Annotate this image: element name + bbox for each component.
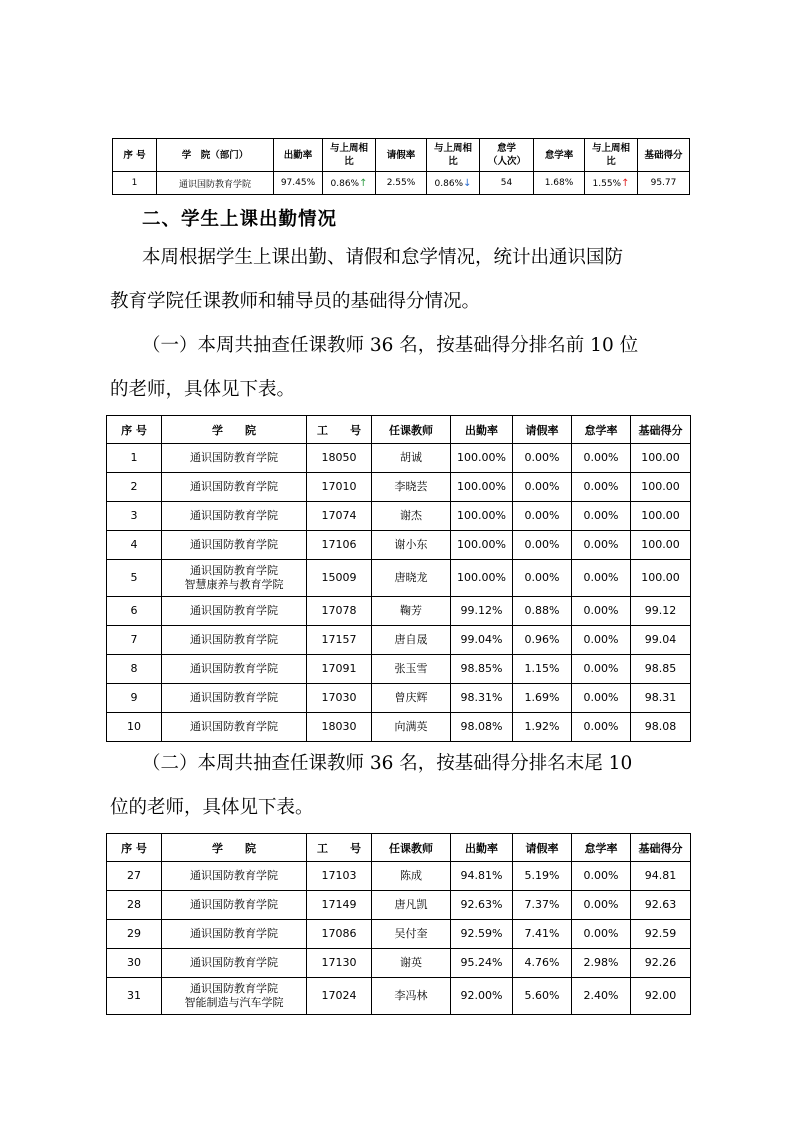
row-number: 4 — [107, 531, 162, 560]
college-name — [162, 502, 307, 531]
staff-id: 18050 — [307, 444, 372, 473]
truancy-rate: 0.00% — [572, 713, 631, 742]
header-cell: 怠学率 — [534, 139, 585, 172]
header-cell: 出勤率 — [274, 139, 323, 172]
base-score: 100.00 — [631, 444, 691, 473]
attendance-rate: 100.00% — [451, 560, 513, 597]
header-cell: 请假率 — [376, 139, 427, 172]
college-name-line: 通识国防教育学院 — [190, 982, 278, 995]
header-cell: 与上周相比 — [427, 139, 480, 172]
college-name-line: 通识国防教育学院 — [190, 604, 278, 617]
truancy-rate: 0.00% — [572, 444, 631, 473]
base-score: 100.00 — [631, 560, 691, 597]
table-row — [107, 560, 691, 597]
header-cell: 请假率 — [513, 416, 572, 444]
row-number: 10 — [107, 713, 162, 742]
teacher-name: 李冯林 — [372, 978, 451, 1015]
table-row — [107, 655, 691, 684]
header-cell: 序 号 — [107, 834, 162, 862]
part2-paragraph — [110, 742, 710, 830]
table-row — [107, 473, 691, 502]
teacher-name: 吴付奎 — [372, 920, 451, 949]
table-row — [107, 531, 691, 560]
row-number: 28 — [107, 891, 162, 920]
college-name — [162, 684, 307, 713]
truancy-rate: 0.00% — [572, 891, 631, 920]
header-cell: 任课教师 — [372, 416, 451, 444]
base-score: 92.26 — [631, 949, 691, 978]
base-score: 92.00 — [631, 978, 691, 1015]
attendance-rate: 98.31% — [451, 684, 513, 713]
teacher-name: 曾庆辉 — [372, 684, 451, 713]
base-score: 100.00 — [631, 473, 691, 502]
header-cell: 怠学率 — [572, 834, 631, 862]
leave-rate: 0.96% — [513, 626, 572, 655]
leave-rate: 7.41% — [513, 920, 572, 949]
truancy-rate: 0.00% — [572, 560, 631, 597]
paragraph-line: （一）本周共抽查任课教师 36 名，按基础得分排名前 10 位 — [142, 335, 639, 356]
teacher-name: 谢英 — [372, 949, 451, 978]
base-score: 95.77 — [638, 172, 690, 195]
leave-rate: 5.60% — [513, 978, 572, 1015]
base-score: 92.63 — [631, 891, 691, 920]
base-score: 100.00 — [631, 502, 691, 531]
leave-rate: 2.55% — [376, 172, 427, 195]
table-row — [107, 949, 691, 978]
section-heading: 二、学生上课出勤情况 — [142, 209, 338, 230]
attendance-rate: 99.12% — [451, 597, 513, 626]
college-name-line: 通识国防教育学院 — [190, 538, 278, 551]
attendance-rate: 100.00% — [451, 444, 513, 473]
row-number: 3 — [107, 502, 162, 531]
base-score: 98.31 — [631, 684, 691, 713]
college-name-line: 通识国防教育学院 — [190, 509, 278, 522]
summary-header-row — [113, 139, 690, 172]
leave-rate: 0.00% — [513, 502, 572, 531]
college-name-line: 通识国防教育学院 — [190, 480, 278, 493]
college-name-line: 通识国防教育学院 — [190, 451, 278, 464]
attendance-rate: 100.00% — [451, 473, 513, 502]
table-header-row — [107, 834, 691, 862]
attendance-rate: 94.81% — [451, 862, 513, 891]
truancy-rate: 0.00% — [572, 597, 631, 626]
college-name — [162, 713, 307, 742]
row-number: 30 — [107, 949, 162, 978]
table-row — [107, 502, 691, 531]
teacher-name: 李晓芸 — [372, 473, 451, 502]
staff-id: 17078 — [307, 597, 372, 626]
leave-rate: 1.69% — [513, 684, 572, 713]
base-score: 99.12 — [631, 597, 691, 626]
staff-id: 17091 — [307, 655, 372, 684]
college-name — [162, 862, 307, 891]
college-name-line: 通识国防教育学院 — [190, 662, 278, 675]
leave-rate: 5.19% — [513, 862, 572, 891]
college-name — [162, 473, 307, 502]
header-cell: 工 号 — [307, 416, 372, 444]
staff-id: 15009 — [307, 560, 372, 597]
truancy-rate: 0.00% — [572, 684, 631, 713]
header-cell: 基础得分 — [631, 416, 691, 444]
teacher-name: 唐自晟 — [372, 626, 451, 655]
college-name — [162, 949, 307, 978]
staff-id: 17157 — [307, 626, 372, 655]
attendance-rate: 100.00% — [451, 502, 513, 531]
truancy-rate: 2.98% — [572, 949, 631, 978]
table-row — [107, 891, 691, 920]
truancy-rate: 0.00% — [572, 502, 631, 531]
header-cell: 序 号 — [113, 139, 157, 172]
table-row — [107, 862, 691, 891]
staff-id: 17030 — [307, 684, 372, 713]
truancy-change — [585, 172, 638, 195]
leave-rate: 7.37% — [513, 891, 572, 920]
staff-id: 17130 — [307, 949, 372, 978]
college-name-line: 智能制造与汽车学院 — [184, 996, 284, 1009]
row-number: 7 — [107, 626, 162, 655]
teacher-name: 鞠芳 — [372, 597, 451, 626]
college-name-line: 通识国防教育学院 — [190, 564, 278, 577]
base-score: 98.08 — [631, 713, 691, 742]
row-number: 1 — [113, 172, 157, 195]
paragraph-line: 教育学院任课教师和辅导员的基础得分情况。 — [110, 291, 481, 312]
header-cell: 基础得分 — [631, 834, 691, 862]
header-cell: 出勤率 — [451, 416, 513, 444]
table-header-row — [107, 416, 691, 444]
header-cell: 怠学率 — [572, 416, 631, 444]
leave-rate: 1.15% — [513, 655, 572, 684]
college-name — [162, 920, 307, 949]
header-cell: 请假率 — [513, 834, 572, 862]
staff-id: 18030 — [307, 713, 372, 742]
teacher-name: 唐晓龙 — [372, 560, 451, 597]
header-cell: 与上周相比 — [323, 139, 376, 172]
row-number: 31 — [107, 978, 162, 1015]
college-name-line: 通识国防教育学院 — [190, 956, 278, 969]
college-name-line: 通识国防教育学院 — [190, 720, 278, 733]
intro-paragraph — [110, 236, 710, 324]
leave-change-value: 0.86% — [434, 178, 464, 189]
leave-rate: 1.92% — [513, 713, 572, 742]
college-name — [162, 444, 307, 473]
college-name-line: 智慧康养与教育学院 — [184, 578, 284, 591]
table-row — [107, 684, 691, 713]
row-number: 1 — [107, 444, 162, 473]
paragraph-line: 本周根据学生上课出勤、请假和怠学情况，统计出通识国防 — [142, 247, 624, 268]
teacher-name: 胡诚 — [372, 444, 451, 473]
row-number: 27 — [107, 862, 162, 891]
header-cell: 学 院（部门） — [157, 139, 274, 172]
truancy-rate: 0.00% — [572, 862, 631, 891]
attendance-rate: 100.00% — [451, 531, 513, 560]
header-cell: 基础得分 — [638, 139, 690, 172]
leave-change — [427, 172, 480, 195]
row-number: 2 — [107, 473, 162, 502]
college-summary-table — [112, 138, 690, 195]
header-cell: 怠学（人次） — [480, 139, 534, 172]
base-score: 100.00 — [631, 531, 691, 560]
college-name — [162, 655, 307, 684]
header-cell: 序 号 — [107, 416, 162, 444]
college-name — [162, 626, 307, 655]
header-cell: 任课教师 — [372, 834, 451, 862]
base-score: 94.81 — [631, 862, 691, 891]
base-score: 99.04 — [631, 626, 691, 655]
college-name — [162, 531, 307, 560]
header-cell: 学 院 — [162, 834, 307, 862]
leave-rate: 0.88% — [513, 597, 572, 626]
paragraph-line: 的老师，具体见下表。 — [110, 379, 296, 400]
arrow-up-icon: ↑ — [359, 177, 368, 189]
staff-id: 17086 — [307, 920, 372, 949]
part1-paragraph — [110, 324, 710, 412]
truancy-rate: 0.00% — [572, 626, 631, 655]
staff-id: 17010 — [307, 473, 372, 502]
row-number: 6 — [107, 597, 162, 626]
teacher-name: 陈成 — [372, 862, 451, 891]
staff-id: 17149 — [307, 891, 372, 920]
table-row — [107, 713, 691, 742]
teacher-name: 唐凡凯 — [372, 891, 451, 920]
top-teachers-body — [107, 444, 691, 742]
staff-id: 17074 — [307, 502, 372, 531]
leave-rate: 0.00% — [513, 531, 572, 560]
college-name — [162, 560, 307, 597]
staff-id: 17024 — [307, 978, 372, 1015]
college-name-line: 通识国防教育学院 — [190, 633, 278, 646]
header-cell: 出勤率 — [451, 834, 513, 862]
truancy-rate: 0.00% — [572, 920, 631, 949]
truancy-rate: 0.00% — [572, 473, 631, 502]
attendance-rate: 92.59% — [451, 920, 513, 949]
attendance-rate: 99.04% — [451, 626, 513, 655]
bottom-teachers-table — [106, 833, 691, 1015]
header-cell: 学 院 — [162, 416, 307, 444]
truancy-rate: 0.00% — [572, 531, 631, 560]
staff-id: 17106 — [307, 531, 372, 560]
college-name: 通识国防教育学院 — [157, 172, 274, 195]
attendance-rate: 98.85% — [451, 655, 513, 684]
teacher-name: 谢杰 — [372, 502, 451, 531]
bottom-teachers-body — [107, 862, 691, 1015]
attendance-rate: 92.00% — [451, 978, 513, 1015]
arrow-down-icon: ↓ — [463, 177, 472, 189]
college-name-line: 通识国防教育学院 — [190, 869, 278, 882]
paragraph-line: 位的老师，具体见下表。 — [110, 797, 314, 818]
header-cell: 与上周相比 — [585, 139, 638, 172]
leave-rate: 0.00% — [513, 444, 572, 473]
college-name-line: 通识国防教育学院 — [190, 927, 278, 940]
table-row — [107, 597, 691, 626]
table-row — [107, 920, 691, 949]
base-score: 98.85 — [631, 655, 691, 684]
table-row — [107, 978, 691, 1015]
attendance-rate: 95.24% — [451, 949, 513, 978]
attendance-change — [323, 172, 376, 195]
truancy-rate: 2.40% — [572, 978, 631, 1015]
header-cell: 工 号 — [307, 834, 372, 862]
paragraph-line: （二）本周共抽查任课教师 36 名，按基础得分排名末尾 10 — [142, 753, 633, 774]
teacher-name: 谢小东 — [372, 531, 451, 560]
college-name — [162, 597, 307, 626]
truancy-change-value: 1.55% — [592, 178, 622, 189]
college-name — [162, 891, 307, 920]
truancy-count: 54 — [480, 172, 534, 195]
arrow-up-icon: ↑ — [621, 177, 630, 189]
teacher-name: 向满英 — [372, 713, 451, 742]
row-number: 9 — [107, 684, 162, 713]
table-row — [107, 626, 691, 655]
leave-rate: 0.00% — [513, 560, 572, 597]
row-number: 5 — [107, 560, 162, 597]
row-number: 8 — [107, 655, 162, 684]
leave-rate: 0.00% — [513, 473, 572, 502]
college-name-line: 通识国防教育学院 — [190, 898, 278, 911]
truancy-rate: 1.68% — [534, 172, 585, 195]
truancy-rate: 0.00% — [572, 655, 631, 684]
table-row — [107, 444, 691, 473]
attendance-rate: 97.45% — [274, 172, 323, 195]
row-number: 29 — [107, 920, 162, 949]
college-name — [162, 978, 307, 1015]
college-name-line: 通识国防教育学院 — [190, 691, 278, 704]
base-score: 92.59 — [631, 920, 691, 949]
attendance-rate: 92.63% — [451, 891, 513, 920]
staff-id: 17103 — [307, 862, 372, 891]
leave-rate: 4.76% — [513, 949, 572, 978]
summary-data-row — [113, 172, 690, 195]
teacher-name: 张玉雪 — [372, 655, 451, 684]
attendance-rate: 98.08% — [451, 713, 513, 742]
attendance-change-value: 0.86% — [330, 178, 360, 189]
top-teachers-table — [106, 415, 691, 742]
